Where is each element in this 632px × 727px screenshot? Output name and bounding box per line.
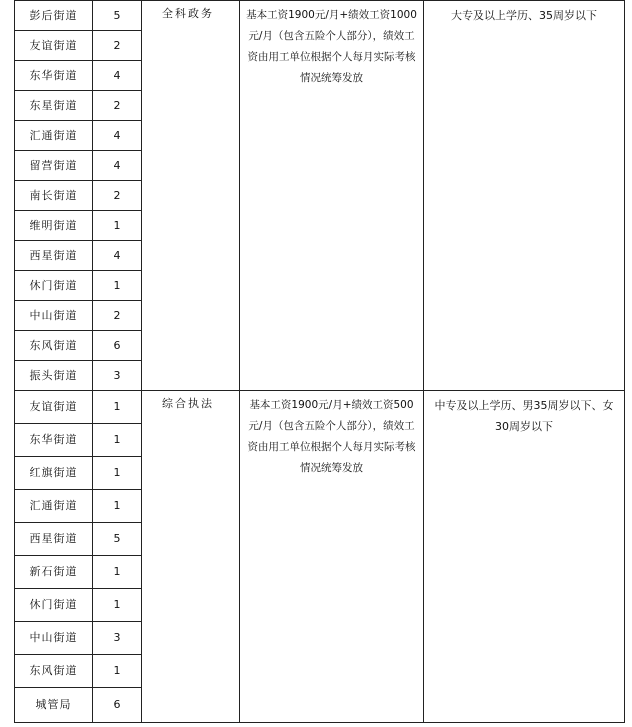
- headcount-cell: 1: [93, 457, 142, 490]
- street-name-cell: 休门街道: [15, 271, 93, 301]
- headcount-cell: 1: [93, 271, 142, 301]
- street-name-cell: 新石街道: [15, 556, 93, 589]
- headcount-cell: 1: [93, 589, 142, 622]
- headcount-cell: 2: [93, 91, 142, 121]
- headcount-cell: 6: [93, 688, 142, 723]
- street-name-cell: 东风街道: [15, 655, 93, 688]
- street-name-cell: 东华街道: [15, 61, 93, 91]
- table-row: [15, 391, 625, 424]
- headcount-cell: 4: [93, 121, 142, 151]
- table-row: [15, 1, 625, 31]
- street-name-cell: 东风街道: [15, 331, 93, 361]
- street-name-cell: 西星街道: [15, 523, 93, 556]
- street-name-cell: 东华街道: [15, 424, 93, 457]
- headcount-cell: 4: [93, 61, 142, 91]
- street-name-cell: 友谊街道: [15, 31, 93, 61]
- street-name-cell: 休门街道: [15, 589, 93, 622]
- headcount-cell: 1: [93, 391, 142, 424]
- street-name-cell: 振头街道: [15, 361, 93, 391]
- street-name-cell: 中山街道: [15, 301, 93, 331]
- street-name-cell: 城管局: [15, 688, 93, 723]
- headcount-cell: 2: [93, 301, 142, 331]
- headcount-cell: 3: [93, 361, 142, 391]
- street-name-cell: 维明街道: [15, 211, 93, 241]
- street-name-cell: 留营街道: [15, 151, 93, 181]
- salary-description-cell: 基本工资1900元/月+绩效工资500元/月（包含五险个人部分），绩效工资由用工单位根据个人每月实际考核情况统筹发放: [240, 391, 424, 723]
- headcount-cell: 1: [93, 490, 142, 523]
- headcount-cell: 1: [93, 424, 142, 457]
- headcount-cell: 4: [93, 241, 142, 271]
- headcount-cell: 1: [93, 211, 142, 241]
- street-name-cell: 红旗街道: [15, 457, 93, 490]
- headcount-cell: 3: [93, 622, 142, 655]
- headcount-cell: 6: [93, 331, 142, 361]
- street-name-cell: 西星街道: [15, 241, 93, 271]
- requirements-cell: 大专及以上学历、35周岁以下: [424, 1, 625, 391]
- recruitment-table-wrapper: [14, 0, 624, 722]
- headcount-cell: 5: [93, 1, 142, 31]
- post-type-cell: 综合执法: [142, 391, 240, 723]
- street-name-cell: 南长街道: [15, 181, 93, 211]
- headcount-cell: 1: [93, 556, 142, 589]
- headcount-cell: 1: [93, 655, 142, 688]
- street-name-cell: 彭后街道: [15, 1, 93, 31]
- street-name-cell: 汇通街道: [15, 490, 93, 523]
- post-type-cell: 全科政务: [142, 1, 240, 391]
- salary-description-cell: 基本工资1900元/月+绩效工资1000元/月（包含五险个人部分），绩效工资由用工单位根据个人每月实际考核情况统筹发放: [240, 1, 424, 391]
- headcount-cell: 2: [93, 181, 142, 211]
- street-name-cell: 中山街道: [15, 622, 93, 655]
- street-name-cell: 汇通街道: [15, 121, 93, 151]
- requirements-cell: 中专及以上学历、男35周岁以下、女30周岁以下: [424, 391, 625, 723]
- headcount-cell: 5: [93, 523, 142, 556]
- headcount-cell: 4: [93, 151, 142, 181]
- headcount-cell: 2: [93, 31, 142, 61]
- street-name-cell: 东星街道: [15, 91, 93, 121]
- street-name-cell: 友谊街道: [15, 391, 93, 424]
- recruitment-table: [14, 0, 625, 723]
